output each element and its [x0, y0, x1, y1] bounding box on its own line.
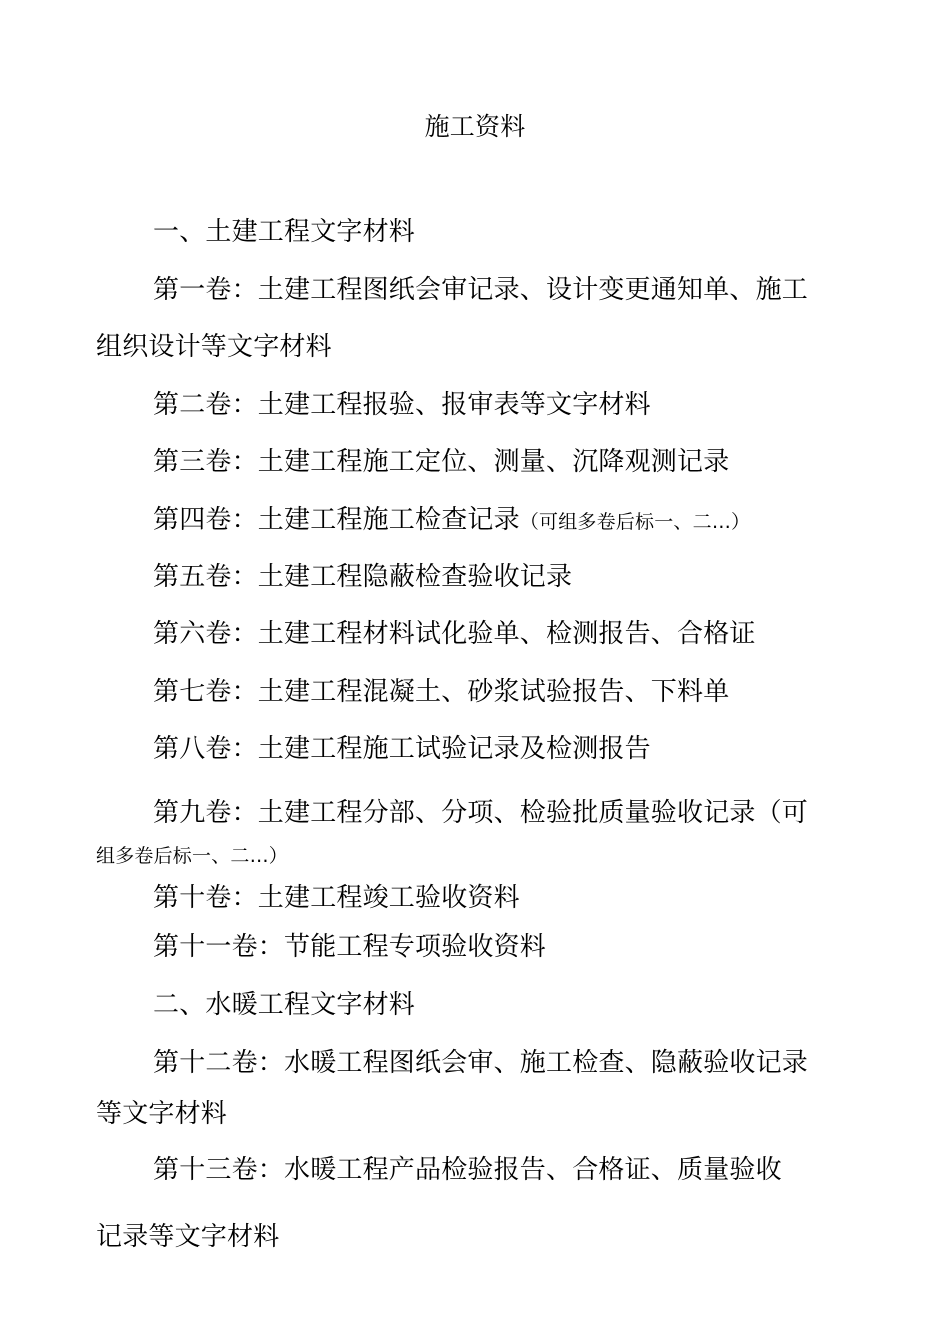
volume-7: 第七卷：土建工程混凝土、砂浆试验报告、下料单 — [153, 677, 730, 707]
section-heading-civil: 一、土建工程文字材料 — [153, 217, 416, 247]
volume-9-line-1: 第九卷：土建工程分部、分项、检验批质量验收记录（可 — [153, 798, 809, 828]
volume-4 — [153, 505, 750, 537]
volume-3: 第三卷：土建工程施工定位、测量、沉降观测记录 — [153, 447, 730, 477]
volume-4-note: （可组多卷后标一、二…） — [519, 511, 751, 533]
volume-11: 第十一卷：节能工程专项验收资料 — [153, 932, 547, 962]
volume-13-line-1: 第十三卷：水暖工程产品检验报告、合格证、质量验收 — [153, 1155, 782, 1185]
volume-1-line-1: 第一卷：土建工程图纸会审记录、设计变更通知单、施工 — [153, 275, 809, 305]
page-title: 施工资料 — [424, 112, 526, 141]
volume-12-line-1: 第十二卷：水暖工程图纸会审、施工检查、隐蔽验收记录 — [153, 1048, 809, 1078]
volume-4-text: 第四卷：土建工程施工检查记录 — [153, 505, 520, 535]
volume-13-line-2: 记录等文字材料 — [96, 1222, 280, 1252]
volume-2: 第二卷：土建工程报验、报审表等文字材料 — [153, 390, 651, 420]
volume-6: 第六卷：土建工程材料试化验单、检测报告、合格证 — [153, 619, 756, 649]
volume-9-line-2: 组多卷后标一、二…） — [96, 845, 289, 867]
volume-5: 第五卷：土建工程隐蔽检查验收记录 — [153, 562, 573, 592]
volume-1-line-2: 组织设计等文字材料 — [96, 332, 332, 362]
section-heading-plumbing: 二、水暖工程文字材料 — [153, 990, 416, 1020]
volume-10: 第十卷：土建工程竣工验收资料 — [153, 883, 520, 913]
volume-8: 第八卷：土建工程施工试验记录及检测报告 — [153, 734, 651, 764]
volume-12-line-2: 等文字材料 — [96, 1099, 228, 1129]
